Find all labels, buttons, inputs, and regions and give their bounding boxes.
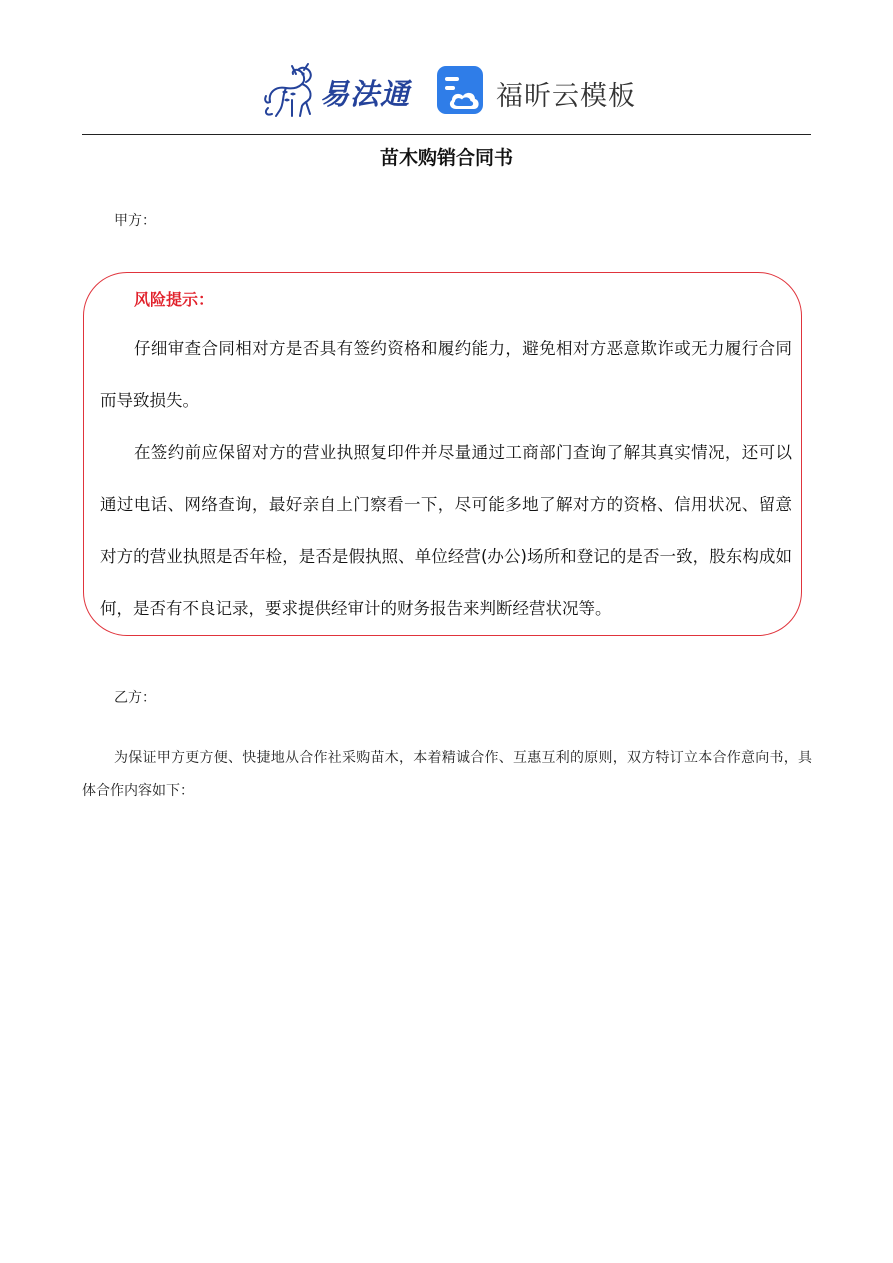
contract-intro-paragraph: 为保证甲方更方便、快捷地从合作社采购苗木，本着精诚合作、互惠互利的原则，双方特订立本合作意向书，具体合作内容如下： <box>82 750 812 799</box>
risk-paragraph: 仔细审查合同相对方是否具有签约资格和履约能力，避免相对方恶意欺诈或无力履行合同而导致损失。 <box>100 339 792 410</box>
risk-notice-title: 风险提示： <box>134 290 215 309</box>
foxit-cloud-logo-icon <box>436 65 486 117</box>
risk-paragraph: 在签约前应保留对方的营业执照复印件并尽量通过工商部门查询了解其真实情况，还可以通过电话、网络查询，最好亲自上门察看一下，尽可能多地了解对方的资格、信用状况、留意对方的营业执照是否年检，是否是假执照、单位经营(办公)场所和登记的是否一致，股东构成如何，是否有不良记录，要求提供经审计的财务报告来判断经营状况等。 <box>100 443 792 618</box>
header <box>0 58 893 124</box>
party-b-label: 乙方： <box>114 690 156 706</box>
qilin-logo-icon <box>262 62 322 120</box>
party-a-label: 甲方： <box>114 213 156 229</box>
brand-left-label: 易法通 <box>320 77 411 111</box>
header-divider <box>82 134 811 135</box>
brand-right-label: 福昕云模板 <box>496 81 636 112</box>
document-title: 苗木购销合同书 <box>379 147 513 169</box>
